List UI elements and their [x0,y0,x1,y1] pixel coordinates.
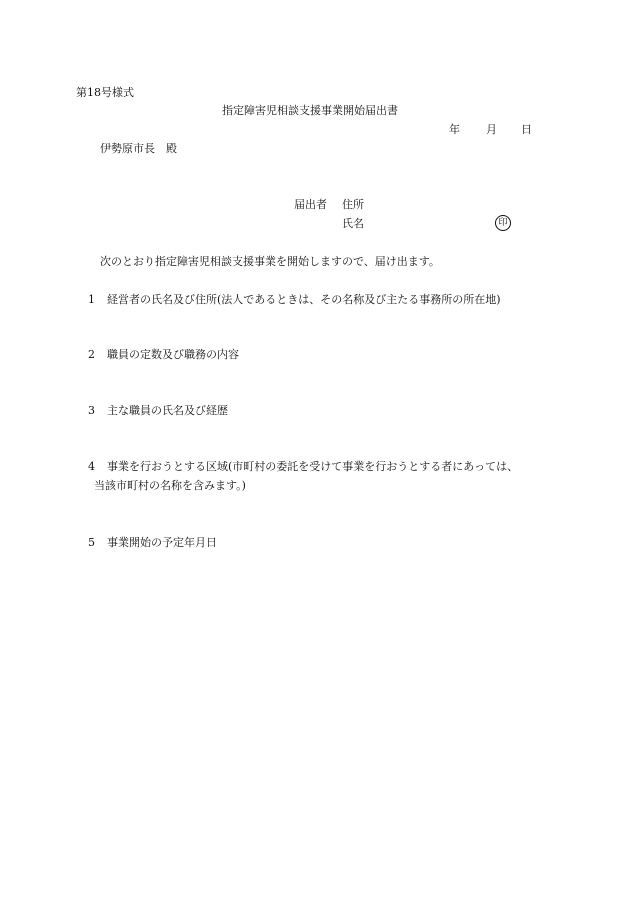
seal-mark: 印 [495,215,511,231]
item-3-number: 3 [88,404,95,417]
item-2-number: 2 [88,348,95,361]
applicant-label: 届出者 [294,198,327,211]
intro-text: 次のとおり指定障害児相談支援事業を開始しますので、届け出ます。 [100,255,440,268]
item-4-number: 4 [88,460,95,473]
address-label: 住所 [342,198,364,211]
item-5-text: 事業開始の予定年月日 [107,536,217,549]
item-1-text: 経営者の氏名及び住所(法人であるときは、その名称及び主たる事務所の所在地) [107,293,501,306]
addressee: 伊勢原市長 殿 [100,142,177,155]
item-4-text-continued: 当該市町村の名称を含みます。) [94,479,246,492]
form-number: 第18号様式 [76,86,134,99]
document-title: 指定障害児相談支援事業開始届出書 [222,104,398,117]
name-label: 氏名 [342,217,364,230]
item-5-number: 5 [88,536,95,549]
item-2-text: 職員の定数及び職務の内容 [107,348,239,361]
date-year-label: 年 [449,123,460,136]
item-4-text: 事業を行おうとする区域(市町村の委託を受けて事業を行おうとする者にあっては、 [107,460,519,473]
item-1-number: 1 [88,293,95,306]
item-3-text: 主な職員の氏名及び経歴 [107,404,228,417]
date-month-label: 月 [486,123,497,136]
date-day-label: 日 [521,123,532,136]
